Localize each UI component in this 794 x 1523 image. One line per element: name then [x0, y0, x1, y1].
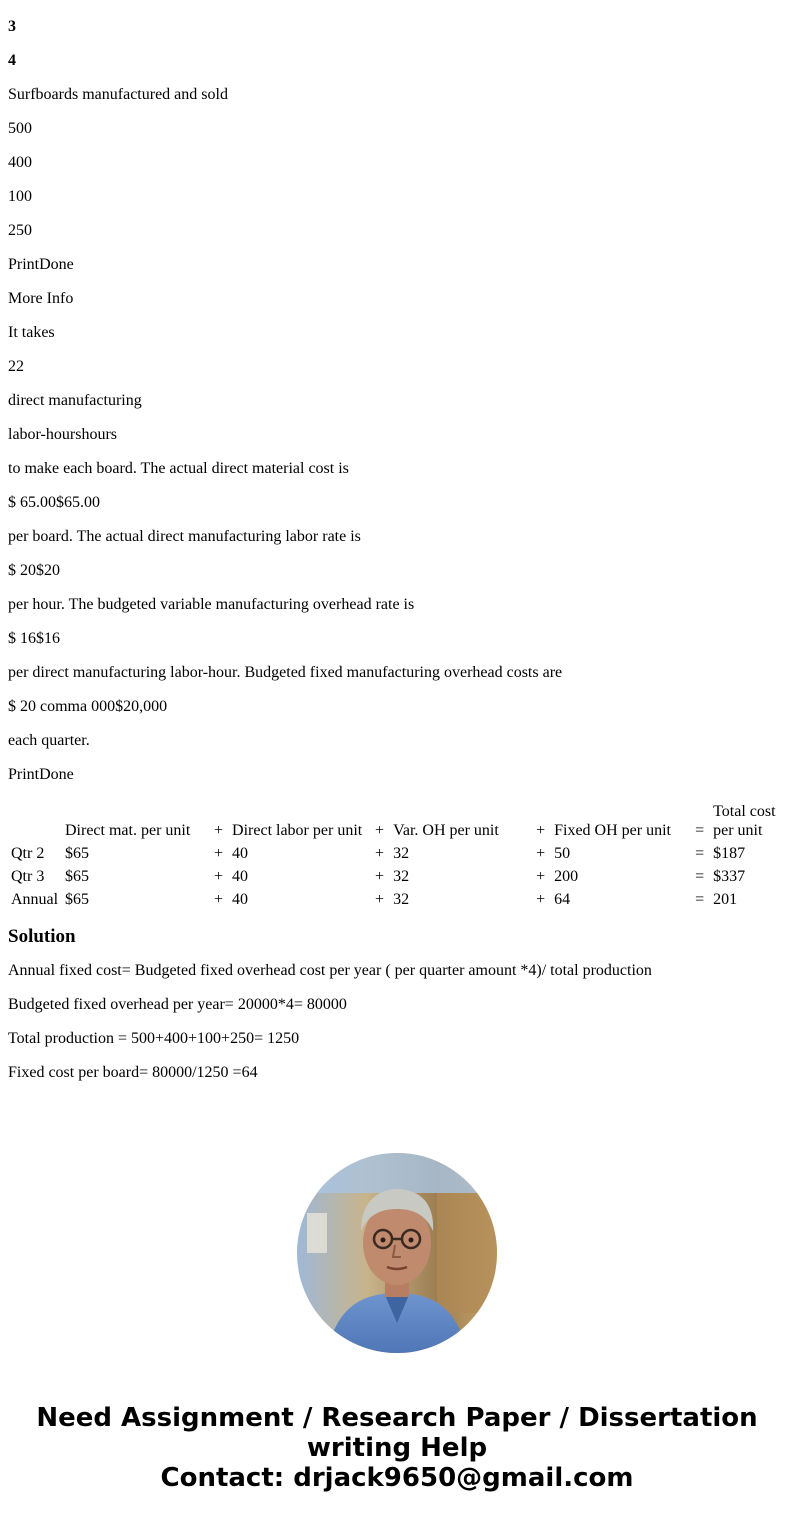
- header-total-cost: [712, 801, 778, 841]
- cell-plus: +: [375, 845, 385, 862]
- promo-line-1: Need Assignment / Research Paper / Dissertation: [36, 1403, 758, 1433]
- surfboards-label: Surfboards manufactured and sold: [8, 86, 228, 103]
- cell-direct-mat: $65: [65, 845, 89, 862]
- cell-plus: +: [214, 891, 224, 908]
- row-label: Qtr 3: [11, 868, 45, 885]
- info-line: to make each board. The actual direct material cost is: [8, 460, 349, 477]
- solution-line: Budgeted fixed overhead per year= 20000*4= 80000: [8, 996, 347, 1013]
- print-done-button[interactable]: PrintDone: [8, 256, 74, 273]
- quantity-q1: 500: [8, 120, 32, 137]
- cell-var-oh: 32: [393, 891, 410, 908]
- cell-direct-mat: $65: [65, 868, 89, 885]
- cell-direct-labor: 40: [232, 845, 249, 862]
- info-line: $ 16$16: [8, 630, 60, 647]
- info-line: $ 65.00$65.00: [8, 494, 100, 511]
- info-line: each quarter.: [8, 732, 90, 749]
- solution-heading: Solution: [8, 926, 76, 947]
- cell-total: $187: [713, 845, 746, 862]
- cell-total: 201: [713, 891, 738, 908]
- cost-per-unit-table: [8, 799, 780, 912]
- header-var-oh: Var. OH per unit: [393, 822, 499, 839]
- info-line: 22: [8, 358, 24, 375]
- cell-plus: +: [214, 845, 224, 862]
- quantity-q2: 400: [8, 154, 32, 171]
- table-row: [10, 866, 778, 887]
- promo-banner: [0, 1403, 794, 1493]
- solution-line: Total production = 500+400+100+250= 1250: [8, 1030, 300, 1047]
- cell-plus: +: [375, 868, 385, 885]
- cell-equals: =: [695, 868, 705, 885]
- cell-var-oh: 32: [393, 845, 410, 862]
- header-plus: +: [375, 822, 385, 839]
- cell-total: $337: [713, 868, 746, 885]
- header-fixed-oh: Fixed OH per unit: [554, 822, 671, 839]
- header-number-4: 4: [8, 52, 16, 69]
- cell-equals: =: [695, 845, 705, 862]
- header-direct-labor: Direct labor per unit: [232, 822, 363, 839]
- promo-contact: Contact: drjack9650@gmail.com: [160, 1463, 634, 1493]
- header-plus: +: [214, 822, 224, 839]
- quantity-q3: 100: [8, 188, 32, 205]
- cell-var-oh: 32: [393, 868, 410, 885]
- more-info-title: More Info: [8, 290, 74, 307]
- cell-equals: =: [695, 891, 705, 908]
- info-line: $ 20 comma 000$20,000: [8, 698, 168, 715]
- info-line: It takes: [8, 324, 55, 341]
- cell-fixed-oh: 200: [554, 868, 579, 885]
- row-label: Qtr 2: [11, 845, 45, 862]
- cell-plus: +: [536, 868, 546, 885]
- print-done-button[interactable]: PrintDone: [8, 766, 74, 783]
- solution-line: Annual fixed cost= Budgeted fixed overhead cost per year ( per quarter amount *4)/ total production: [8, 962, 652, 979]
- quantity-q4: 250: [8, 222, 32, 239]
- info-line: direct manufacturing: [8, 392, 142, 409]
- cell-plus: +: [536, 891, 546, 908]
- table-header-row: [10, 801, 778, 841]
- cell-plus: +: [214, 868, 224, 885]
- author-avatar: [297, 1153, 497, 1353]
- header-equals: =: [695, 822, 705, 839]
- row-label: Annual: [11, 891, 59, 908]
- cell-direct-labor: 40: [232, 868, 249, 885]
- document-body: [8, 0, 788, 1098]
- solution-line: Fixed cost per board= 80000/1250 =64: [8, 1064, 258, 1081]
- header-number-3: 3: [8, 18, 16, 35]
- table-row: [10, 843, 778, 864]
- cell-direct-mat: $65: [65, 891, 89, 908]
- cell-direct-labor: 40: [232, 891, 249, 908]
- info-line: $ 20$20: [8, 562, 60, 579]
- header-direct-mat: Direct mat. per unit: [65, 822, 191, 839]
- header-total-bottom: per unit: [713, 822, 763, 839]
- info-line: labor-hourshours: [8, 426, 117, 443]
- header-number-2: [8, 0, 788, 18]
- portrait-image: [297, 1153, 497, 1353]
- info-line: per direct manufacturing labor-hour. Budgeted fixed manufacturing overhead costs are: [8, 664, 563, 681]
- promo-line-2: writing Help: [306, 1433, 488, 1463]
- header-total-top: Total cost: [713, 803, 776, 820]
- info-line: per hour. The budgeted variable manufacturing overhead rate is: [8, 596, 415, 613]
- header-plus: +: [536, 822, 546, 839]
- cell-fixed-oh: 64: [554, 891, 571, 908]
- info-line: per board. The actual direct manufacturing labor rate is: [8, 528, 361, 545]
- cell-plus: +: [536, 845, 546, 862]
- cell-plus: +: [375, 891, 385, 908]
- table-row: [10, 889, 778, 910]
- cell-fixed-oh: 50: [554, 845, 571, 862]
